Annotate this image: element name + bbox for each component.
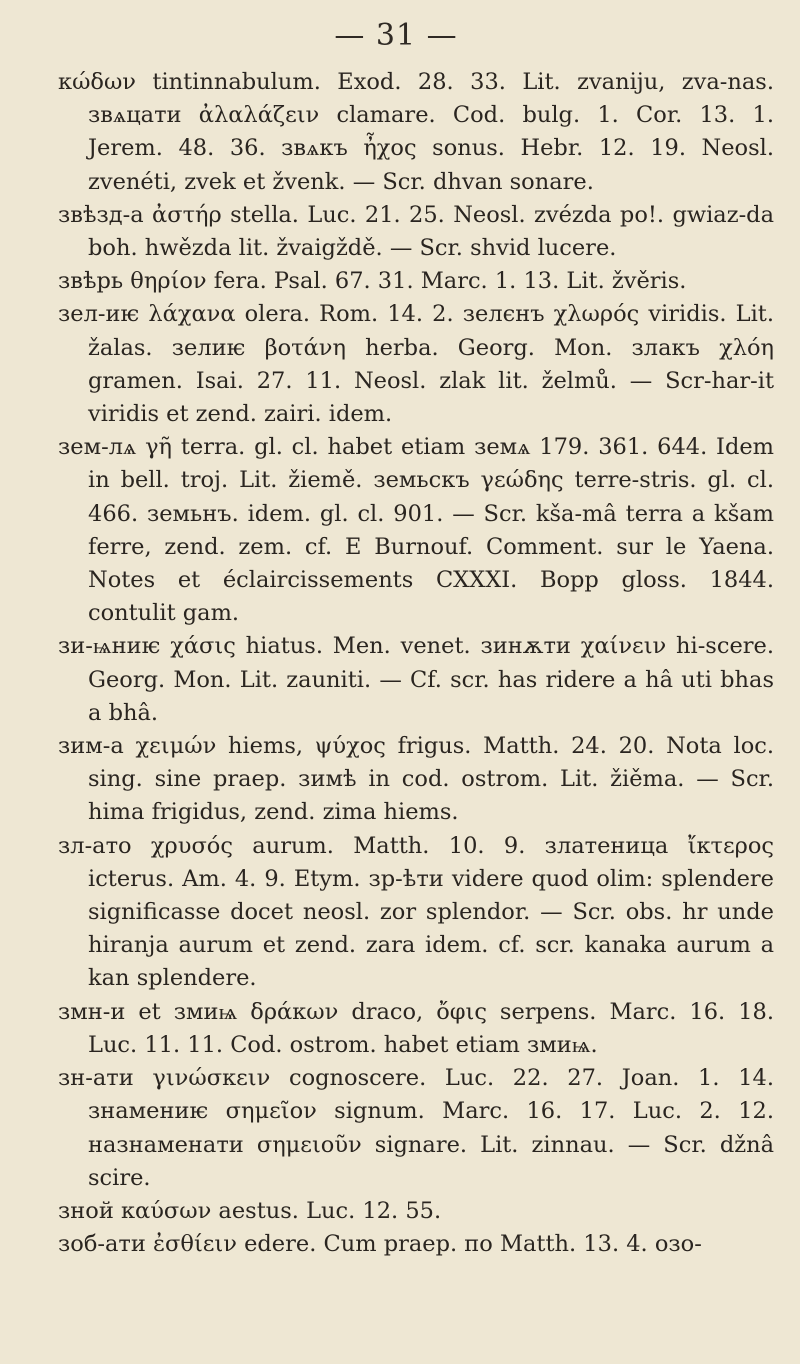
dictionary-entry: κώδων tintinnabulum. Exod. 28. 33. Lit. zvaniju, zva-nas. звѧцати ἀλαλάζειν clamare. Cod. bulg. 1. Cor. 13. 1. Jerem. 48. 36. звѧкъ ἦχος sonus. Hebr. 12. 19. Neosl. zvenéti, zvek et žvenk. — Scr. dhvan sonare. [58,69,774,195]
dictionary-entry: звѣзд-а ἀστήρ stella. Luc. 21. 25. Neosl. zvézda po!. gwiaz-da boh. hwězda lit. žvaigždě. — Scr. shvid lucere. [58,201,774,262]
dictionary-entry: зим-а χειμών hiems, ψύχος frigus. Matth. 24. 20. Nota loc. sing. sine praep. зимѣ in cod. ostrom. Lit. žiěma. — Scr. hima frigidus, zend. zima hiems. [58,733,774,826]
dictionary-entry: зл-ато χρυσός aurum. Matth. 10. 9. златеница ἴκτερος icterus. Am. 4. 9. Etym. зр-ѣти videre quod olim: splendere significasse docet neosl. zor splendor. — Scr. obs. hr unde hiranja aurum et zend. zara idem. cf. scr. kanaka aurum a kan splendere. [58,832,774,992]
dictionary-entry: звѣрь θηρίον fera. Psal. 67. 31. Marc. 1. 13. Lit. žvěris. [58,268,687,295]
entry-list [58,66,774,1261]
dictionary-entry: зел-иѥ λάχανα olera. Rom. 14. 2. зелєнъ χλωρός viridis. Lit. žalas. зелиѥ βοτάνη herba. Georg. Mon. злакъ χλόη gramen. Isai. 27. 11. Neosl. zlak lit. želmů. — Scr-har-it viridis et zend. zairi. idem. [58,301,774,428]
dictionary-entry: зн-ати γινώσκειν cognoscere. Luc. 22. 27. Joan. 1. 14. знамениѥ σημεῖον signum. Marc. 16. 17. Luc. 2. 12. назнаменати σημειοῦν signare. Lit. zinnau. — Scr. džnâ scire. [58,1065,774,1191]
dictionary-entry: зем-лѧ γῆ terra. gl. cl. habet etiam земѧ 179. 361. 644. Idem in bell. troj. Lit. žiemě. земьскъ γεώδης terre-stris. gl. cl. 466. земьнъ. idem. gl. cl. 901. — Scr. kša-mâ terra a kšam ferre, zend. zem. cf. E Burnouf. Comment. sur le Yaena. Notes et éclaircissements CXXXI. Bopp gloss. 1844. contulit gam. [58,434,774,627]
dictionary-page [58,14,774,1261]
dictionary-entry: зной καύσων aestus. Luc. 12. 55. [58,1197,442,1224]
dictionary-entry: зи-ѩниѥ χάσις hiatus. Men. venet. зинѫти χαίνειν hi-scere. Georg. Mon. Lit. zauniti. — Cf. scr. has ridere a hâ uti bhas a bhâ. [58,633,774,726]
page-number: — 31 — [334,18,458,53]
dictionary-entry: зоб-ати ἐσθίειν edere. Cum praep. по Matth. 13. 4. озо- [58,1231,702,1258]
dictionary-entry: змн-и et змиѩ δράκων draco, ὄφις serpens. Marc. 16. 18. Luc. 11. 11. Cod. ostrom. habet etiam змиѩ. [58,998,774,1058]
